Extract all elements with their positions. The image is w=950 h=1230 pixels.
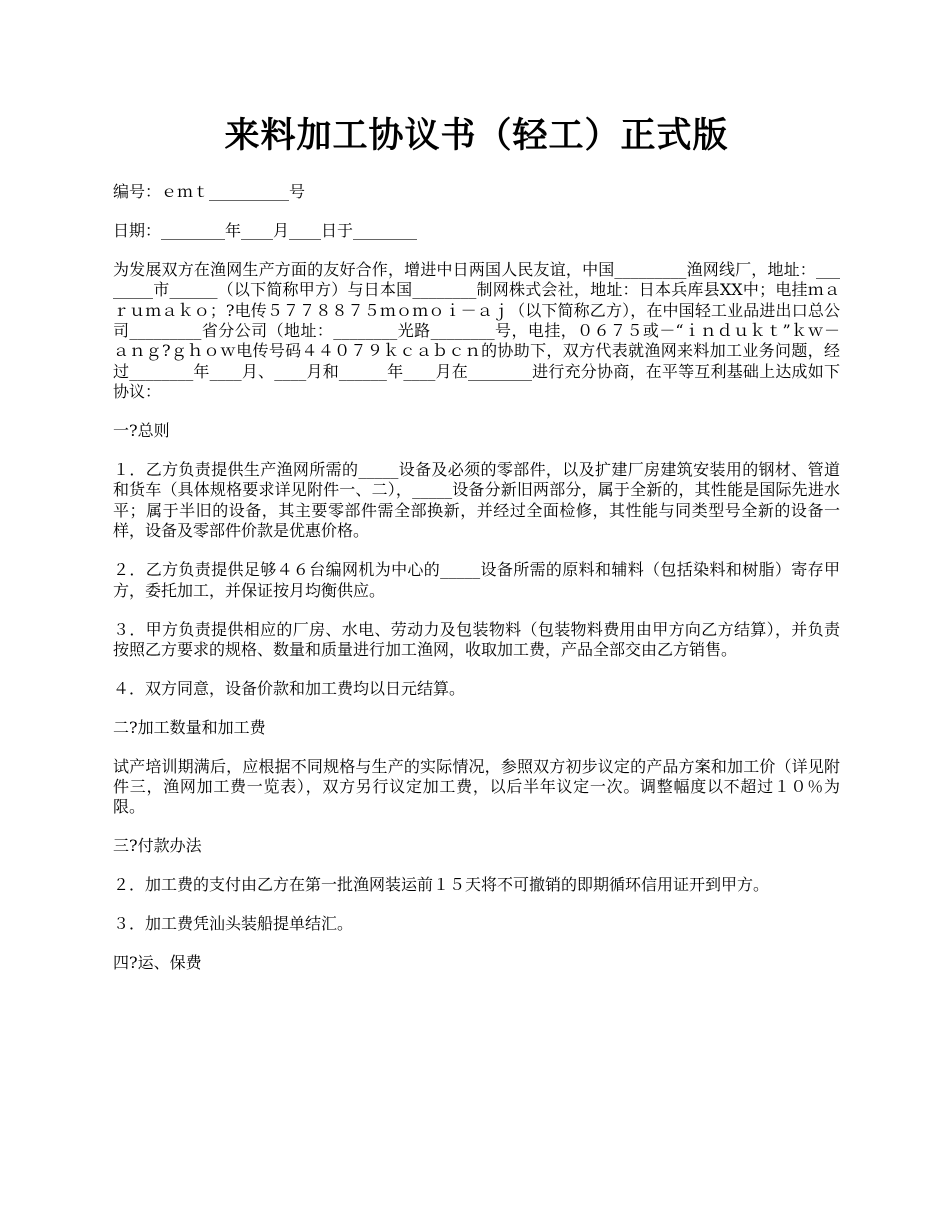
section-heading-quantity-fee: 二?加工数量和加工费 — [113, 717, 266, 737]
clause-1-3: ３．甲方负责提供相应的厂房、水电、劳动力及包装物料（包装物料费用由甲方向乙方结算），并负责按照乙方要求的规格、数量和质量进行加工渔网，收取加工费，产品全部交由乙方销售。 — [113, 619, 840, 659]
clause-3-3: ３．加工费凭汕头装船提单结汇。 — [113, 914, 354, 934]
clause-1-1: １．乙方负责提供生产渔网所需的_____设备及必须的零部件，以及扩建厂房建筑安装用的钢材、管道和货车（具体规格要求详见附件一、二），_____设备分新旧两部分，属于全新的，其性能是国际先进水平；属于半旧的设备，其主要零部件需全部换新，并经过全面检修，其性能与同类型号全新的设备一样，设备及零部件价款是优惠价格。 — [113, 460, 840, 541]
document-number: 编号：ｅｍｔ__________号 — [113, 182, 306, 201]
clause-1-4: ４．双方同意，设备价款和加工费均以日元结算。 — [113, 678, 466, 698]
clause-2-body: 试产培训期满后，应根据不同规格与生产的实际情况，参照双方初步议定的产品方案和加工价（详见附件三，渔网加工费一览表），双方另行议定加工费，以后半年议定一次。调整幅度以不超过１０％为限。 — [113, 756, 840, 817]
clause-3-2: ２．加工费的支付由乙方在第一批渔网装运前１５天将不可撤销的即期循环信用证开到甲方。 — [113, 875, 770, 895]
section-heading-general: 一?总则 — [113, 421, 170, 441]
document-title: 来料加工协议书（轻工）正式版 — [224, 115, 729, 156]
preamble-paragraph: 为发展双方在渔网生产方面的友好合作，增进中日两国人民友谊，中国_________渔网线厂，地址：________市______（以下简称甲方）与日本国________制网株式会社，地址：日本兵库县XX中；电挂ｍａｒｕｍａｋｏ；?电传５７７８８７５ｍｏｍｏｉ－ａｊ（以下简称乙方），在中国轻工业品进出口总公司_________省分公司（地址：________光路________号，电挂，０６７５或－“ｉｎｄｕｋｔ”ｋｗ－ａｎｇ?ｇｈｏｗ电传号码４４０７９ｋｃａｂｃｎ的协助下，双方代表就渔网来料加工业务问题，经过________年____月、____月和______年____月在________进行充分协商，在平等互利基础上达成如下协议： — [113, 259, 840, 402]
clause-1-2: ２．乙方负责提供足够４６台编网机为中心的_____设备所需的原料和辅料（包括染料和树脂）寄存甲方，委托加工，并保证按月均衡供应。 — [113, 560, 840, 600]
document-date: 日期：________年____月____日于________ — [113, 220, 418, 240]
section-heading-shipping-insurance: 四?运、保费 — [113, 953, 202, 973]
section-heading-payment: 三?付款办法 — [113, 836, 202, 856]
document-page — [113, 112, 840, 992]
